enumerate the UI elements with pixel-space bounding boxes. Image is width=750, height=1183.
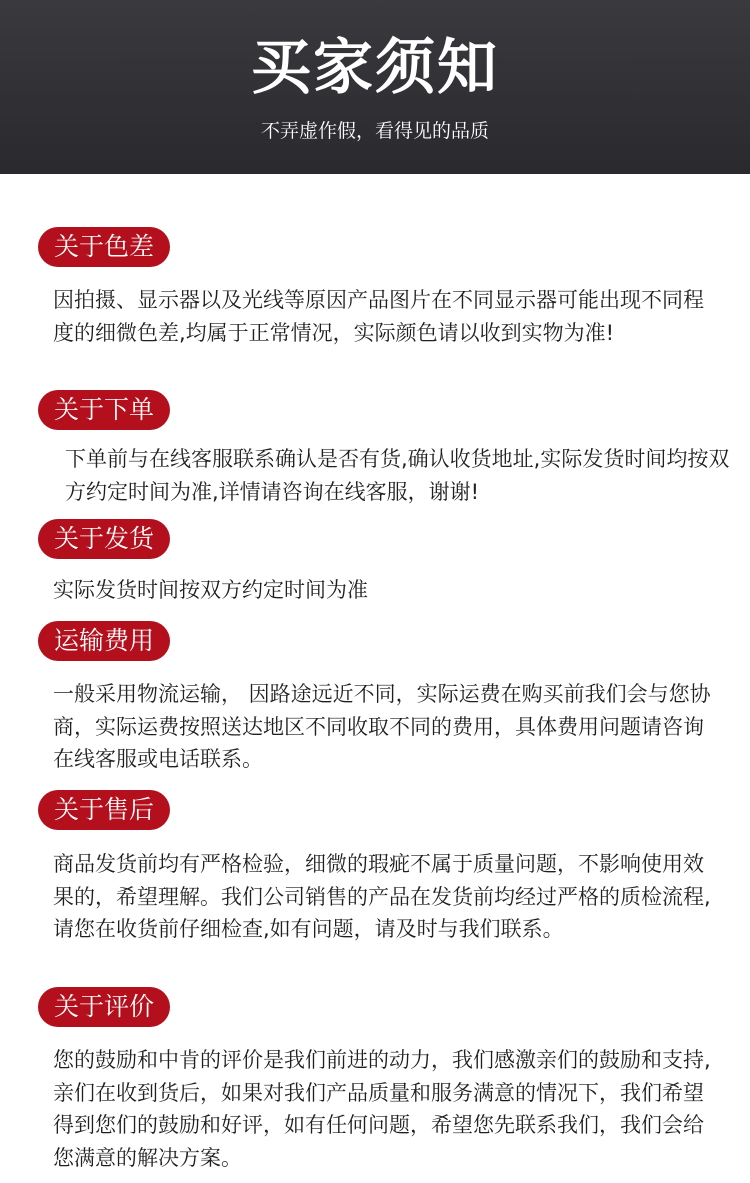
section-heading-badge: 运输费用: [38, 621, 170, 661]
page-subtitle: 不弄虚作假，看得见的品质: [260, 120, 489, 142]
header-banner: [0, 0, 750, 174]
section-body-text: 商品发货前均有严格检验，细微的瑕疵不属于质量问题，不影响使用效果的，希望理解。我们公司销售的产品在发货前均经过严格的质检流程,请您在收货前仔细检查,如有问题，请及时与我们联系。: [53, 852, 711, 941]
section-body-text: 因拍摄、显示器以及光线等原因产品图片在不同显示器可能出现不同程度的细微色差,均属于正常情况，实际颜色请以收到实物为准!: [53, 288, 704, 345]
section-heading-badge: 关于下单: [38, 390, 170, 430]
section-heading-badge: 关于发货: [38, 519, 170, 559]
section-body-text: 实际发货时间按双方约定时间为准: [53, 578, 368, 602]
section-body-text: 下单前与在线客服联系确认是否有货,确认收货地址,实际发货时间均按双方约定时间为准,详情请咨询在线客服，谢谢!: [65, 447, 730, 504]
section-body-text: 一般采用物流运输， 因路途远近不同，实际运费在购买前我们会与您协商，实际运费按照送达地区不同收取不同的费用，具体费用问题请咨询在线客服或电话联系。: [53, 682, 711, 771]
section-body-text: 您的鼓励和中肯的评价是我们前进的动力，我们感激亲们的鼓励和支持,亲们在收到货后，如果对我们产品质量和服务满意的情况下，我们希望得到您们的鼓励和好评，如有任何问题，希望您先联系我们，我们会给您满意的解决方案。: [53, 1048, 711, 1170]
section-heading-badge: 关于评价: [38, 987, 170, 1027]
section-heading-badge: 关于色差: [38, 227, 170, 267]
page-title: 买家须知: [251, 33, 499, 103]
section-heading-badge: 关于售后: [38, 790, 170, 830]
